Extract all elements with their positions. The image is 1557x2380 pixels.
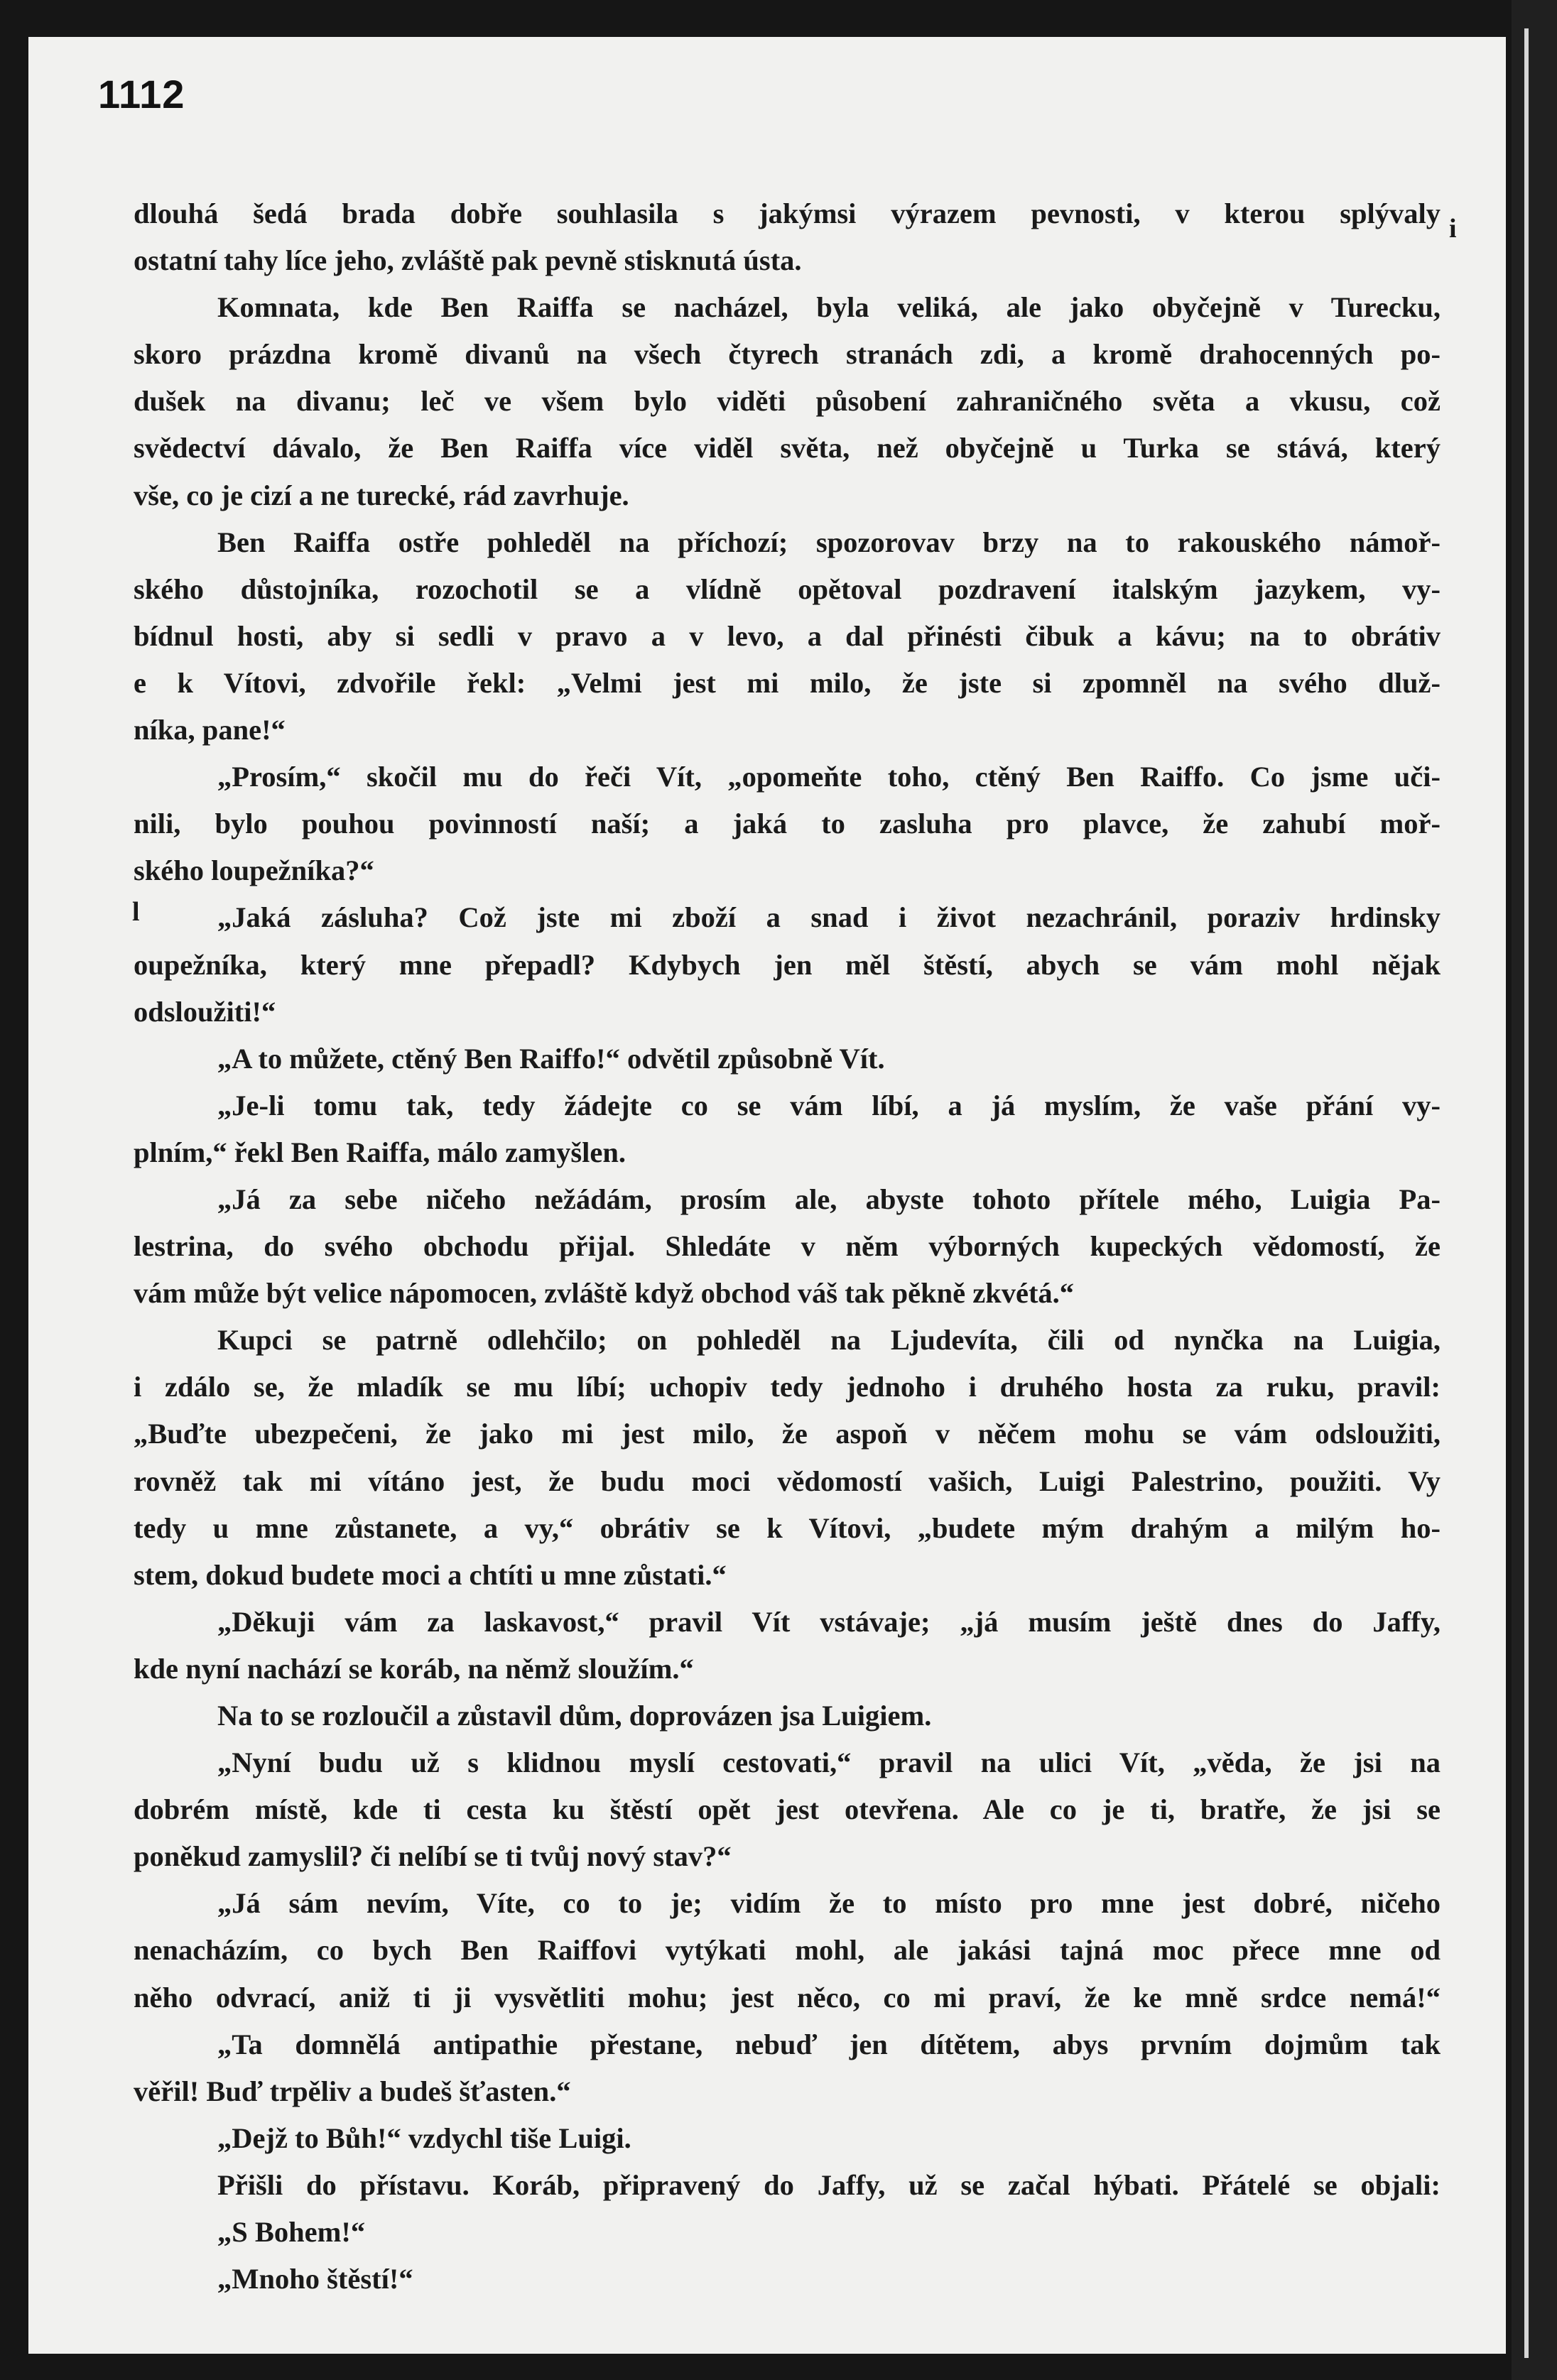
page-number: 1112 [98, 72, 185, 116]
text-line: Na to se rozloučil a zůstavil dům, doprovázen jsa Luigiem. [217, 1700, 932, 1732]
text-line: vám může být velice nápomocen, zvláště když obchod váš tak pěkně zkvétá.“ [134, 1277, 1075, 1310]
text-line: Ben Raiffa ostře pohleděl na příchozí; spozorovav brzy na to rakouského námoř- [217, 526, 1441, 558]
text-line: i zdálo se, že mladík se mu líbí; uchopiv tedy jednoho i druhého hosta za ruku, pravil: [134, 1371, 1441, 1403]
text-line: „Buďte ubezpečeni, že jako mi jest milo, že aspoň v něčem mohu se vám odsloužiti, [134, 1418, 1441, 1450]
text-line: rovněž tak mi vítáno jest, že budu moci vědomostí vašich, Luigi Palestrino, použiti. Vy [134, 1465, 1441, 1497]
text-line: dušek na divanu; leč ve všem bylo viděti působení zahraničného světa a vkusu, což [134, 385, 1441, 418]
text-line: lestrina, do svého obchodu přijal. Shledáte v něm výborných kupeckých vědomostí, že [134, 1230, 1441, 1263]
text-line: bídnul hosti, aby si sedli v pravo a v levo, a dal přinésti čibuk a kávu; na to obrátiv [134, 619, 1441, 652]
text-line: tedy u mne zůstanete, a vy,“ obrátiv se k Vítovi, „budete mým drahým a milým ho- [134, 1511, 1441, 1544]
text-line: plním,“ řekl Ben Raiffa, málo zamyšlen. [134, 1136, 626, 1168]
text-line: ského loupežníka?“ [134, 854, 374, 887]
text-line: oupežníka, který mne přepadl? Kdybych jen měl štěstí, abych se vám mohl nějak [134, 948, 1441, 981]
text-line: kde nyní nachází se koráb, na němž sloužím.“ [134, 1652, 694, 1685]
text-line: „Já za sebe ničeho nežádám, prosím ale, abyste tohoto přítele mého, Luigia Pa- [217, 1183, 1441, 1215]
text-line: nili, bylo pouhou povinností naší; a jaká to zasluha pro plavce, že zahubí moř- [134, 808, 1441, 840]
text-line: „A to můžete, ctěný Ben Raiffo!“ odvětil způsobně Vít. [217, 1042, 885, 1075]
text-line: svědectví dávalo, že Ben Raiffa více viděl světa, než obyčejně u Turka se stává, který [134, 432, 1441, 464]
margin-mark-right: i [1449, 214, 1457, 244]
text-line: odsloužiti!“ [134, 995, 276, 1028]
text-line: nenacházím, co bych Ben Raiffovi vytýkati mohl, ale jakási tajná moc přece mne od [134, 1934, 1441, 1967]
text-line: ostatní tahy líce jeho, zvláště pak pevně stisknutá ústa. [134, 244, 802, 277]
text-line: e k Vítovi, zdvořile řekl: „Velmi jest mi milo, že jste si zpomněl na svého dluž- [134, 666, 1441, 699]
text-line: Komnata, kde Ben Raiffa se nacházel, byla veliká, ale jako obyčejně v Turecku, [217, 291, 1441, 324]
body-text [134, 190, 1441, 2303]
text-line: „Dejž to Bůh!“ vzdychl tiše Luigi. [217, 2121, 631, 2154]
text-line: stem, dokud budete moci a chtíti u mne zůstati.“ [134, 1558, 727, 1591]
text-line: níka, pane!“ [134, 714, 286, 746]
text-line: věřil! Buď trpěliv a budeš šťasten.“ [134, 2075, 571, 2107]
text-line: poněkud zamyslil? či nelíbí se ti tvůj nový stav?“ [134, 1840, 732, 1873]
text-line: Kupci se patrně odlehčilo; on pohleděl na Ljudevíta, čili od nynčka na Luigia, [217, 1324, 1441, 1357]
text-line: něho odvrací, aniž ti ji vysvětliti mohu; jest něco, co mi praví, že ke mně srdce nemá!“ [134, 1981, 1441, 2014]
text-line: „Já sám nevím, Víte, co to je; vidím že to místo pro mne jest dobré, ničeho [217, 1887, 1441, 1920]
text-line: vše, co je cizí a ne turecké, rád zavrhuje. [134, 479, 629, 511]
text-line: „Děkuji vám za laskavost,“ pravil Vít vstávaje; „já musím ještě dnes do Jaffy, [217, 1605, 1441, 1638]
text-line: „Je-li tomu tak, tedy žádejte co se vám líbí, a já myslím, že vaše přání vy- [217, 1089, 1441, 1121]
text-line: „Ta domnělá antipathie přestane, nebuď jen dítětem, abys prvním dojmům tak [217, 2028, 1441, 2060]
text-line: skoro prázdna kromě divanů na všech čtyrech stranách zdi, a kromě drahocenných po- [134, 338, 1441, 371]
text-line: ského důstojníka, rozochotil se a vlídně opětoval pozdravení italským jazykem, vy- [134, 572, 1441, 605]
scan-edge [1512, 0, 1557, 2380]
margin-mark-left: l [132, 897, 140, 927]
text-line: „Prosím,“ skočil mu do řeči Vít, „opomeňte toho, ctěný Ben Raiffo. Co jsme uči- [217, 761, 1441, 793]
text-line: „Nyní budu už s klidnou myslí cestovati,“ pravil na ulici Vít, „věda, že jsi na [217, 1746, 1441, 1779]
text-line: dobrém místě, kde ti cesta ku štěstí opět jest otevřena. Ale co je ti, bratře, že jsi se [134, 1793, 1441, 1826]
text-line: „Mnoho štěstí!“ [217, 2263, 413, 2295]
text-line: „Jaká zásluha? Což jste mi zboží a snad i život nezachránil, poraziv hrdinsky [217, 901, 1441, 934]
text-line: dlouhá šedá brada dobře souhlasila s jakýmsi výrazem pevnosti, v kterou splývaly [134, 197, 1441, 229]
text-line: Přišli do přístavu. Koráb, připravený do Jaffy, už se začal hýbati. Přátelé se objali: [217, 2168, 1441, 2201]
text-line: „S Bohem!“ [217, 2216, 366, 2249]
scan-edge-line [1524, 28, 1529, 2358]
